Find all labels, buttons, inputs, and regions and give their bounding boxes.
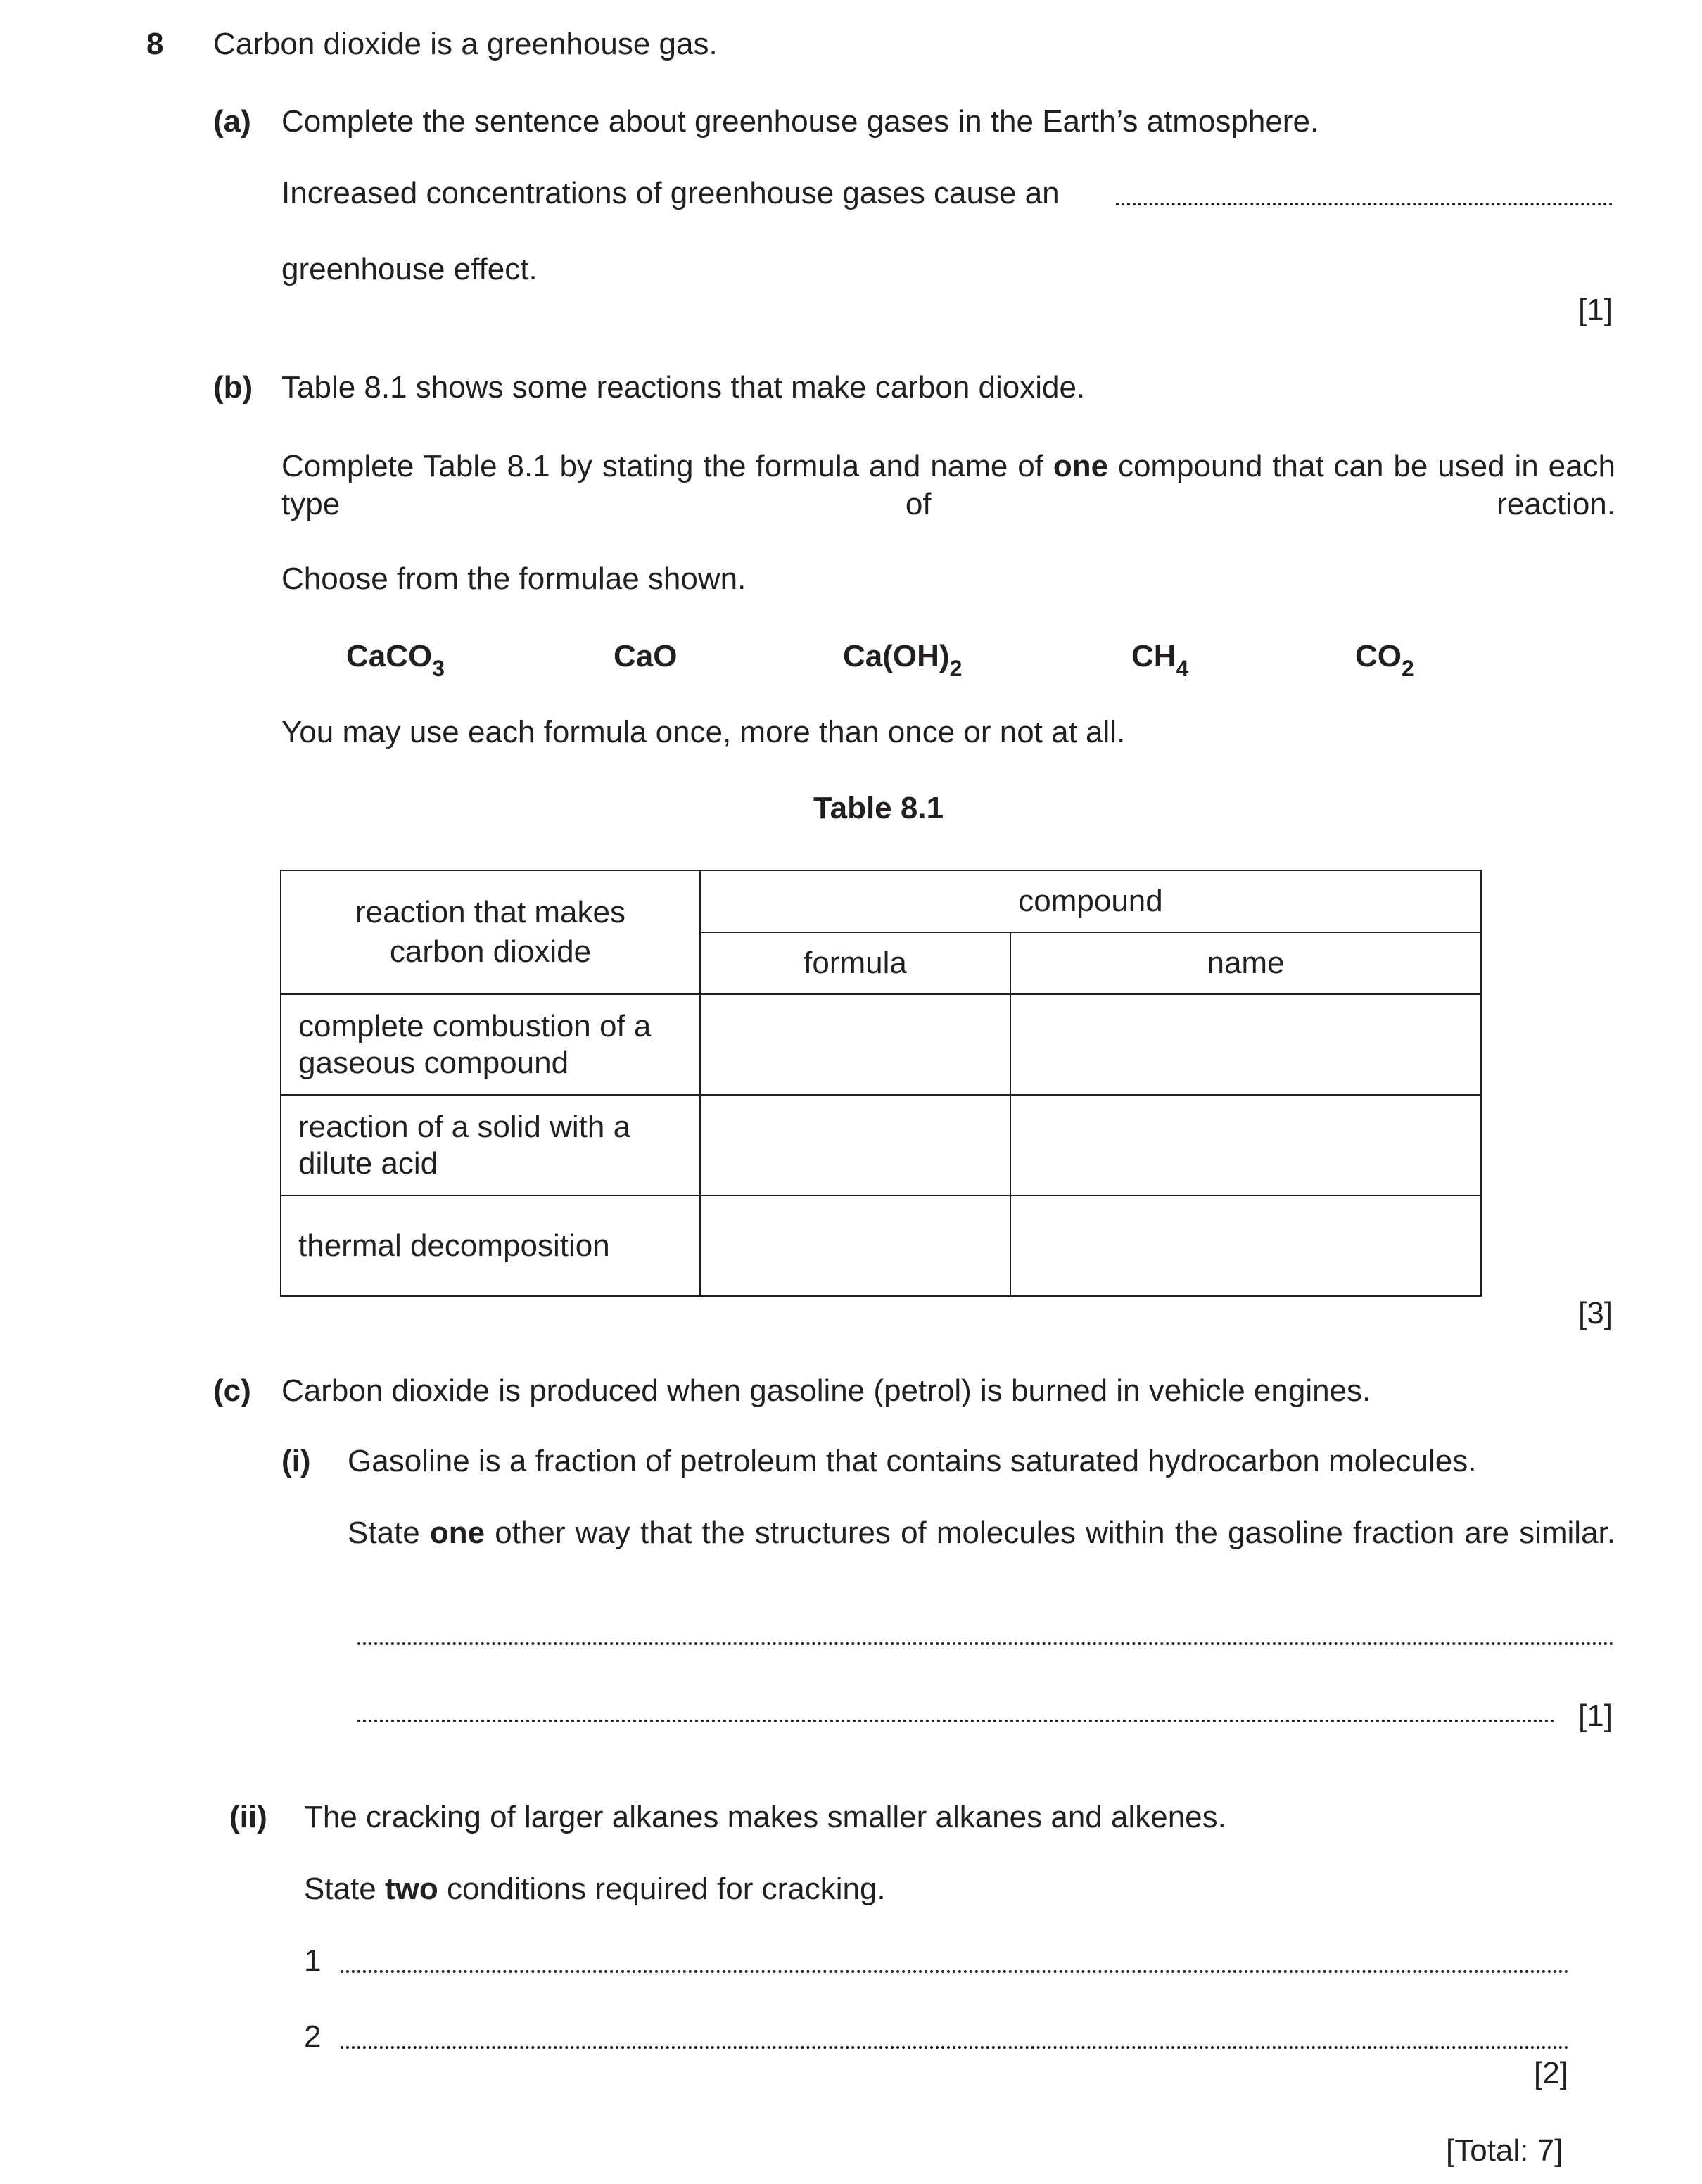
answer-line-label-2: 2 [304, 2019, 322, 2054]
part-a-answer-line[interactable] [1116, 203, 1613, 205]
table-title: Table 8.1 [813, 791, 944, 825]
table-row [281, 1195, 1481, 1296]
formula-answer-cell[interactable] [700, 1095, 1010, 1195]
part-a-sentence-start: Increased concentrations of greenhouse gases cause an [281, 176, 1060, 210]
part-b-choose: Choose from the formulae shown. [281, 561, 747, 596]
name-answer-cell[interactable] [1010, 1095, 1481, 1195]
formula-cao: CaO [614, 639, 678, 673]
table-row [281, 1095, 1481, 1195]
part-c-ii-instruction: State two conditions required for cracking. [304, 1872, 886, 1906]
formula-answer-cell[interactable] [700, 994, 1010, 1095]
question-number: 8 [146, 27, 164, 61]
formula-caoh2: $Ca(OH)_2$ [843, 639, 963, 681]
part-b-use-note: You may use each formula once, more than once or not at all. [281, 715, 1126, 749]
question-intro: Carbon dioxide is a greenhouse gas. [213, 27, 718, 61]
name-answer-cell[interactable] [1010, 1195, 1481, 1296]
part-a-sentence-end: greenhouse effect. [281, 252, 538, 286]
part-c-label: (c) [213, 1373, 251, 1408]
part-a-marks: [1] [1578, 293, 1613, 327]
reaction-cell: reaction of a solid with a dilute acid [281, 1095, 700, 1195]
part-c-i-answer-line-2[interactable] [357, 1720, 1555, 1722]
part-c-i-label: (i) [281, 1444, 311, 1478]
name-answer-cell[interactable] [1010, 994, 1481, 1095]
formula-co2: $CO_2$ [1355, 639, 1414, 681]
part-a-label: (a) [213, 104, 251, 139]
reaction-cell: thermal decomposition [281, 1195, 700, 1296]
part-a-instruction: Complete the sentence about greenhouse gases in the Earth’s atmosphere. [281, 104, 1319, 139]
part-c-i-marks: [1] [1578, 1699, 1613, 1733]
part-b-intro: Table 8.1 shows some reactions that make carbon dioxide. [281, 370, 1086, 405]
header-reaction: reaction that makes carbon dioxide [281, 870, 700, 994]
table-8-1 [280, 870, 1482, 1297]
header-compound: compound [700, 870, 1481, 932]
part-c-ii-text: The cracking of larger alkanes makes smaller alkanes and alkenes. [304, 1800, 1226, 1834]
header-name: name [1010, 932, 1481, 994]
part-c-i-text: Gasoline is a fraction of petroleum that contains saturated hydrocarbon molecules. [348, 1444, 1477, 1478]
answer-line-label-1: 1 [304, 1943, 322, 1978]
part-c-ii-answer-line-1[interactable] [341, 1970, 1569, 1973]
part-c-ii-label: (ii) [229, 1800, 267, 1834]
part-b-label: (b) [213, 370, 253, 405]
part-b-instruction: Complete Table 8.1 by stating the formula and name of one compound that can be used in each type of reaction. [281, 449, 1616, 521]
header-formula: formula [700, 932, 1010, 994]
formula-ch4: $CH_4$ [1131, 639, 1189, 681]
part-c-ii-answer-line-2[interactable] [341, 2046, 1569, 2049]
part-c-i-answer-line-1[interactable] [357, 1642, 1614, 1645]
part-c-intro: Carbon dioxide is produced when gasoline (petrol) is burned in vehicle engines. [281, 1373, 1371, 1408]
total-marks: [Total: 7] [1446, 2133, 1563, 2168]
part-b-marks: [3] [1578, 1296, 1613, 1331]
part-c-i-instruction: State one other way that the structures of molecules within the gasoline fraction are similar. [348, 1516, 1615, 1550]
table-row [281, 994, 1481, 1095]
reaction-cell: complete combustion of a gaseous compound [281, 994, 700, 1095]
formula-caco3: CaCO$_3$ [346, 639, 445, 681]
part-c-ii-marks: [2] [1534, 2056, 1568, 2090]
formula-answer-cell[interactable] [700, 1195, 1010, 1296]
